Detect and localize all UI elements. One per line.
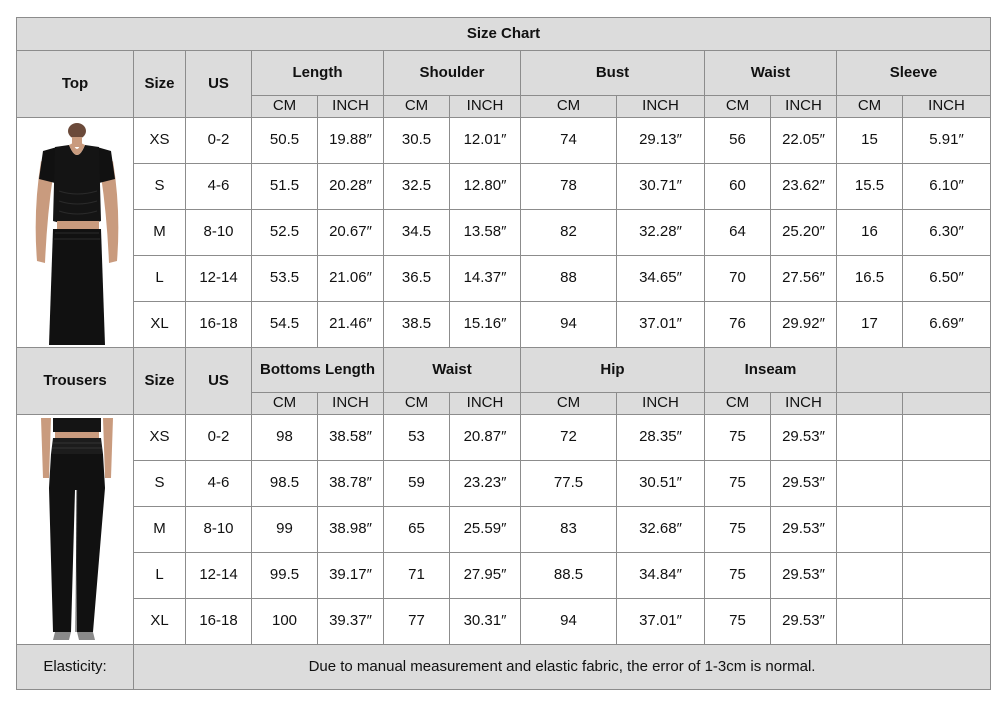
hip-cm-cell: 94 xyxy=(521,599,617,645)
empty-header-cell xyxy=(837,348,991,393)
shoulder-cm-cell: 30.5 xyxy=(384,118,450,164)
hip-cm-cell: 77.5 xyxy=(521,461,617,507)
unit-cm: CM xyxy=(384,393,450,415)
trousers-group-waist: Waist xyxy=(384,348,521,393)
inseam-inch-cell: 29.53″ xyxy=(771,507,837,553)
shoulder-inch-cell: 12.01″ xyxy=(450,118,521,164)
sleeve-inch-cell: 6.50″ xyxy=(903,256,991,302)
bottoms-length-cm-cell: 99 xyxy=(252,507,318,553)
size-cell: S xyxy=(134,164,186,210)
bust-cm-cell: 88 xyxy=(521,256,617,302)
waist-cm-cell: 77 xyxy=(384,599,450,645)
top-us-header: US xyxy=(186,51,252,118)
length-cm-cell: 50.5 xyxy=(252,118,318,164)
shoulder-inch-cell: 13.58″ xyxy=(450,210,521,256)
unit-inch: INCH xyxy=(318,393,384,415)
waist-inch-cell: 27.95″ xyxy=(450,553,521,599)
unit-cm: CM xyxy=(252,393,318,415)
size-cell: XL xyxy=(134,599,186,645)
waist-cm-cell: 76 xyxy=(705,302,771,348)
empty-cell xyxy=(837,461,903,507)
unit-inch: INCH xyxy=(318,96,384,118)
top-garment-illustration xyxy=(19,121,131,345)
us-cell: 0-2 xyxy=(186,415,252,461)
size-cell: L xyxy=(134,553,186,599)
waist-inch-cell: 22.05″ xyxy=(771,118,837,164)
unit-inch: INCH xyxy=(771,393,837,415)
trousers-group-hip: Hip xyxy=(521,348,705,393)
sleeve-cm-cell: 15 xyxy=(837,118,903,164)
waist-inch-cell: 30.31″ xyxy=(450,599,521,645)
waist-inch-cell: 27.56″ xyxy=(771,256,837,302)
inseam-cm-cell: 75 xyxy=(705,553,771,599)
bust-inch-cell: 29.13″ xyxy=(617,118,705,164)
inseam-cm-cell: 75 xyxy=(705,507,771,553)
top-product-image xyxy=(17,118,134,348)
length-inch-cell: 20.67″ xyxy=(318,210,384,256)
bottoms-length-inch-cell: 38.58″ xyxy=(318,415,384,461)
chart-title: Size Chart xyxy=(17,18,991,51)
inseam-inch-cell: 29.53″ xyxy=(771,553,837,599)
size-cell: M xyxy=(134,507,186,553)
us-cell: 16-18 xyxy=(186,302,252,348)
top-group-bust: Bust xyxy=(521,51,705,96)
waist-inch-cell: 29.92″ xyxy=(771,302,837,348)
empty-unit-cell xyxy=(903,393,991,415)
inseam-cm-cell: 75 xyxy=(705,599,771,645)
trousers-header-row xyxy=(17,348,991,393)
empty-cell xyxy=(903,415,991,461)
us-cell: 4-6 xyxy=(186,164,252,210)
unit-cm: CM xyxy=(384,96,450,118)
waist-inch-cell: 23.23″ xyxy=(450,461,521,507)
shoulder-inch-cell: 14.37″ xyxy=(450,256,521,302)
inseam-inch-cell: 29.53″ xyxy=(771,415,837,461)
size-cell: XL xyxy=(134,302,186,348)
bust-cm-cell: 74 xyxy=(521,118,617,164)
trousers-product-image xyxy=(17,415,134,645)
sleeve-cm-cell: 15.5 xyxy=(837,164,903,210)
trousers-group-bottoms-length: Bottoms Length xyxy=(252,348,384,393)
hip-inch-cell: 28.35″ xyxy=(617,415,705,461)
bust-cm-cell: 94 xyxy=(521,302,617,348)
table-row xyxy=(17,553,991,599)
unit-inch: INCH xyxy=(903,96,991,118)
shoulder-inch-cell: 15.16″ xyxy=(450,302,521,348)
waist-cm-cell: 70 xyxy=(705,256,771,302)
empty-cell xyxy=(837,599,903,645)
empty-unit-cell xyxy=(837,393,903,415)
length-inch-cell: 21.46″ xyxy=(318,302,384,348)
footer-row xyxy=(17,645,991,690)
length-inch-cell: 19.88″ xyxy=(318,118,384,164)
length-cm-cell: 54.5 xyxy=(252,302,318,348)
waist-cm-cell: 65 xyxy=(384,507,450,553)
us-cell: 0-2 xyxy=(186,118,252,164)
unit-cm: CM xyxy=(705,393,771,415)
us-cell: 8-10 xyxy=(186,507,252,553)
table-row xyxy=(17,507,991,553)
shoulder-cm-cell: 36.5 xyxy=(384,256,450,302)
top-section-label: Top xyxy=(17,51,134,118)
bottoms-length-inch-cell: 38.78″ xyxy=(318,461,384,507)
inseam-cm-cell: 75 xyxy=(705,415,771,461)
hip-cm-cell: 88.5 xyxy=(521,553,617,599)
bust-inch-cell: 30.71″ xyxy=(617,164,705,210)
waist-cm-cell: 64 xyxy=(705,210,771,256)
trousers-us-header: US xyxy=(186,348,252,415)
unit-inch: INCH xyxy=(771,96,837,118)
top-group-shoulder: Shoulder xyxy=(384,51,521,96)
waist-inch-cell: 23.62″ xyxy=(771,164,837,210)
shoulder-cm-cell: 38.5 xyxy=(384,302,450,348)
bottoms-length-cm-cell: 100 xyxy=(252,599,318,645)
measurement-note: Due to manual measurement and elastic fabric, the error of 1-3cm is normal. xyxy=(134,645,991,690)
hip-inch-cell: 32.68″ xyxy=(617,507,705,553)
bust-cm-cell: 78 xyxy=(521,164,617,210)
size-cell: L xyxy=(134,256,186,302)
length-inch-cell: 21.06″ xyxy=(318,256,384,302)
us-cell: 16-18 xyxy=(186,599,252,645)
shoulder-inch-cell: 12.80″ xyxy=(450,164,521,210)
empty-cell xyxy=(837,507,903,553)
sleeve-cm-cell: 16.5 xyxy=(837,256,903,302)
us-cell: 12-14 xyxy=(186,553,252,599)
unit-cm: CM xyxy=(705,96,771,118)
us-cell: 12-14 xyxy=(186,256,252,302)
elasticity-label: Elasticity: xyxy=(17,645,134,690)
empty-cell xyxy=(903,599,991,645)
table-row xyxy=(17,256,991,302)
length-cm-cell: 51.5 xyxy=(252,164,318,210)
table-row xyxy=(17,210,991,256)
bust-inch-cell: 32.28″ xyxy=(617,210,705,256)
size-cell: M xyxy=(134,210,186,256)
top-group-waist: Waist xyxy=(705,51,837,96)
unit-cm: CM xyxy=(837,96,903,118)
sleeve-cm-cell: 16 xyxy=(837,210,903,256)
waist-cm-cell: 59 xyxy=(384,461,450,507)
bottoms-length-cm-cell: 99.5 xyxy=(252,553,318,599)
top-size-header: Size xyxy=(134,51,186,118)
trousers-section-label: Trousers xyxy=(17,348,134,415)
bust-inch-cell: 37.01″ xyxy=(617,302,705,348)
inseam-inch-cell: 29.53″ xyxy=(771,461,837,507)
empty-cell xyxy=(837,415,903,461)
unit-inch: INCH xyxy=(617,96,705,118)
trousers-size-header: Size xyxy=(134,348,186,415)
title-row xyxy=(17,18,991,51)
waist-cm-cell: 53 xyxy=(384,415,450,461)
top-group-length: Length xyxy=(252,51,384,96)
shoulder-cm-cell: 32.5 xyxy=(384,164,450,210)
length-cm-cell: 53.5 xyxy=(252,256,318,302)
waist-cm-cell: 56 xyxy=(705,118,771,164)
size-cell: S xyxy=(134,461,186,507)
unit-cm: CM xyxy=(521,393,617,415)
unit-inch: INCH xyxy=(617,393,705,415)
empty-cell xyxy=(903,507,991,553)
inseam-inch-cell: 29.53″ xyxy=(771,599,837,645)
shoulder-cm-cell: 34.5 xyxy=(384,210,450,256)
size-cell: XS xyxy=(134,415,186,461)
bust-cm-cell: 82 xyxy=(521,210,617,256)
length-inch-cell: 20.28″ xyxy=(318,164,384,210)
trousers-garment-illustration xyxy=(19,418,131,642)
unit-cm: CM xyxy=(252,96,318,118)
top-header-row xyxy=(17,51,991,96)
bottoms-length-cm-cell: 98.5 xyxy=(252,461,318,507)
table-row xyxy=(17,415,991,461)
hip-cm-cell: 83 xyxy=(521,507,617,553)
hip-inch-cell: 30.51″ xyxy=(617,461,705,507)
bust-inch-cell: 34.65″ xyxy=(617,256,705,302)
waist-cm-cell: 60 xyxy=(705,164,771,210)
waist-inch-cell: 20.87″ xyxy=(450,415,521,461)
empty-cell xyxy=(837,553,903,599)
sleeve-inch-cell: 6.69″ xyxy=(903,302,991,348)
us-cell: 8-10 xyxy=(186,210,252,256)
sleeve-inch-cell: 6.10″ xyxy=(903,164,991,210)
length-cm-cell: 52.5 xyxy=(252,210,318,256)
bottoms-length-inch-cell: 39.17″ xyxy=(318,553,384,599)
us-cell: 4-6 xyxy=(186,461,252,507)
waist-cm-cell: 71 xyxy=(384,553,450,599)
table-row xyxy=(17,302,991,348)
hip-inch-cell: 34.84″ xyxy=(617,553,705,599)
empty-cell xyxy=(903,553,991,599)
trousers-group-inseam: Inseam xyxy=(705,348,837,393)
size-chart-table xyxy=(16,17,991,690)
bottoms-length-cm-cell: 98 xyxy=(252,415,318,461)
unit-inch: INCH xyxy=(450,96,521,118)
bottoms-length-inch-cell: 38.98″ xyxy=(318,507,384,553)
inseam-cm-cell: 75 xyxy=(705,461,771,507)
unit-inch: INCH xyxy=(450,393,521,415)
sleeve-inch-cell: 5.91″ xyxy=(903,118,991,164)
size-cell: XS xyxy=(134,118,186,164)
unit-cm: CM xyxy=(521,96,617,118)
hip-inch-cell: 37.01″ xyxy=(617,599,705,645)
waist-inch-cell: 25.20″ xyxy=(771,210,837,256)
top-group-sleeve: Sleeve xyxy=(837,51,991,96)
table-row xyxy=(17,118,991,164)
sleeve-inch-cell: 6.30″ xyxy=(903,210,991,256)
sleeve-cm-cell: 17 xyxy=(837,302,903,348)
table-row xyxy=(17,164,991,210)
hip-cm-cell: 72 xyxy=(521,415,617,461)
table-row xyxy=(17,461,991,507)
table-row xyxy=(17,599,991,645)
waist-inch-cell: 25.59″ xyxy=(450,507,521,553)
empty-cell xyxy=(903,461,991,507)
bottoms-length-inch-cell: 39.37″ xyxy=(318,599,384,645)
